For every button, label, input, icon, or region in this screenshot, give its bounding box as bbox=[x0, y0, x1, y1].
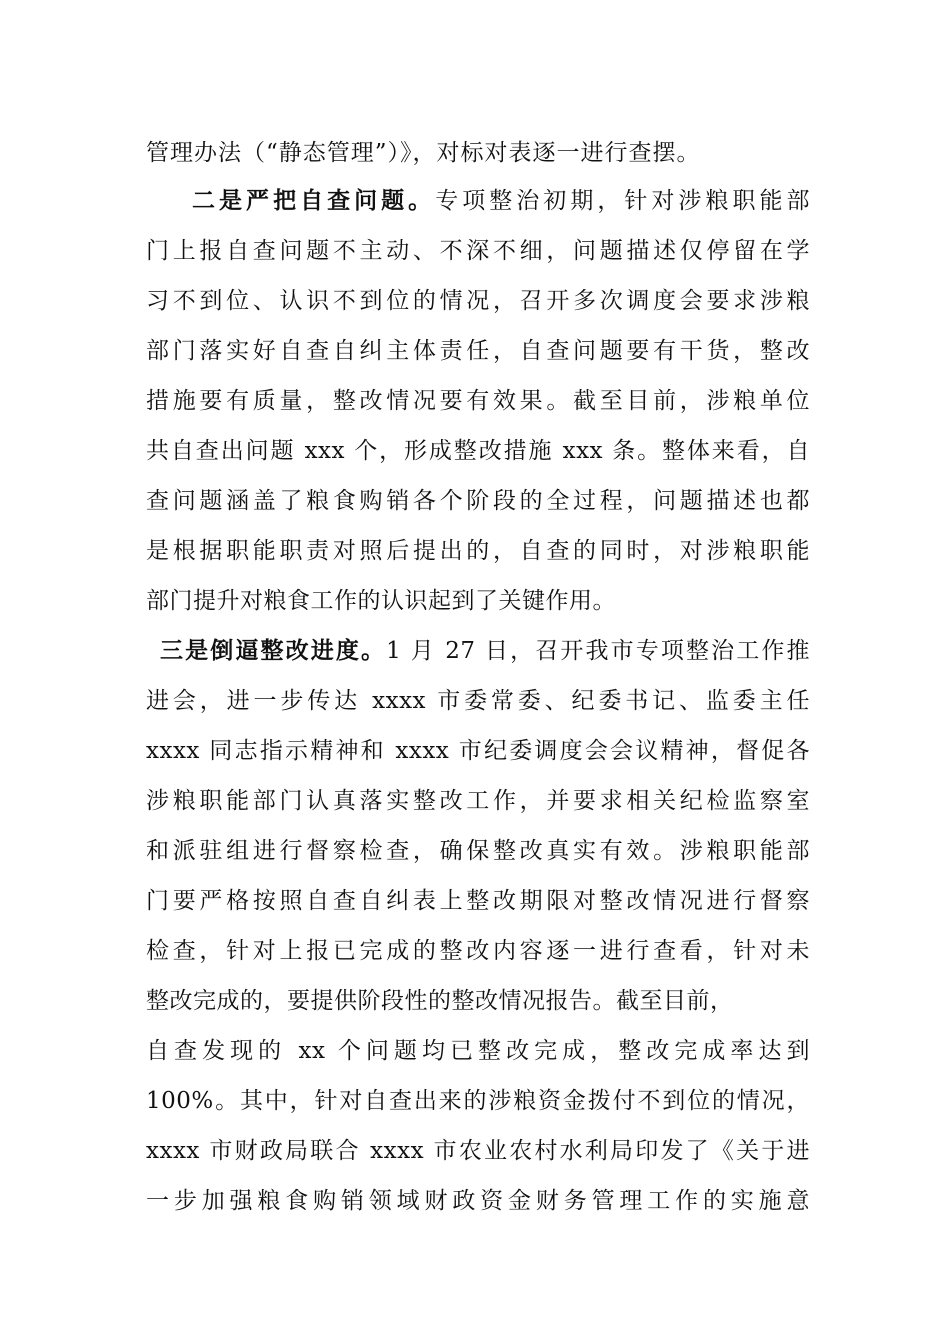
paragraph-2-line-5: 措施要有质量，整改情况要有效果。截至目前，涉粮单位 bbox=[146, 388, 810, 414]
paragraph-2-line-6: 共自查出问题 xxx 个，形成整改措施 xxx 条。整体来看，自 bbox=[146, 438, 810, 464]
paragraph-1-line-1: 管理办法（“静态管理”）》，对标对表逐一进行查摆。 bbox=[146, 140, 701, 166]
paragraph-3-line-11: xxxx 市财政局联合 xxxx 市农业农村水利局印发了《关于进 bbox=[146, 1138, 810, 1164]
paragraph-3-lead: 三是倒逼整改进度。 bbox=[160, 638, 387, 664]
paragraph-3-line-12: 一步加强粮食购销领域财政资金财务管理工作的实施意 bbox=[146, 1188, 810, 1214]
paragraph-3-line-1 bbox=[160, 631, 810, 671]
paragraph-2-line-2: 门上报自查问题不主动、不深不细，问题描述仅停留在学 bbox=[146, 238, 810, 264]
paragraph-2-line-7: 查问题涵盖了粮食购销各个阶段的全过程，问题描述也都 bbox=[146, 488, 810, 514]
paragraph-3-line-7: 检查，针对上报已完成的整改内容逐一进行查看，针对未 bbox=[146, 938, 810, 964]
paragraph-3-line-5: 和派驻组进行督察检查，确保整改真实有效。涉粮职能部 bbox=[146, 838, 810, 864]
paragraph-2-line-8: 是根据职能职责对照后提出的，自查的同时，对涉粮职能 bbox=[146, 538, 810, 564]
paragraph-3-line-9: 自查发现的 xx 个问题均已整改完成，整改完成率达到 bbox=[146, 1038, 810, 1064]
paragraph-2-line-9: 部门提升对粮食工作的认识起到了关键作用。 bbox=[146, 588, 616, 614]
paragraph-3-line-2: 进会，进一步传达 xxxx 市委常委、纪委书记、监委主任 bbox=[146, 688, 810, 714]
paragraph-3-line-6: 门要严格按照自查自纠表上整改期限对整改情况进行督察 bbox=[146, 888, 810, 914]
paragraph-3-line-10: 100%。其中，针对自查出来的涉粮资金拨付不到位的情况， bbox=[146, 1088, 810, 1114]
paragraph-2-lead: 二是严把自查问题。 bbox=[192, 188, 436, 214]
paragraph-3-line-3: xxxx 同志指示精神和 xxxx 市纪委调度会会议精神，督促各 bbox=[146, 738, 810, 764]
paragraph-3-line-8: 整改完成的，要提供阶段性的整改情况报告。截至目前， bbox=[146, 988, 734, 1014]
paragraph-2-line-1 bbox=[192, 181, 810, 221]
paragraph-3-first-rest: 1 月 27 日，召开我市专项整治工作推 bbox=[386, 638, 810, 664]
paragraph-2-line-4: 部门落实好自查自纠主体责任，自查问题要有干货，整改 bbox=[146, 338, 810, 364]
paragraph-2-first-rest: 专项整治初期，针对涉粮职能部 bbox=[435, 188, 811, 214]
paragraph-3-line-4: 涉粮职能部门认真落实整改工作，并要求相关纪检监察室 bbox=[146, 788, 810, 814]
paragraph-2-line-3: 习不到位、认识不到位的情况，召开多次调度会要求涉粮 bbox=[146, 288, 810, 314]
